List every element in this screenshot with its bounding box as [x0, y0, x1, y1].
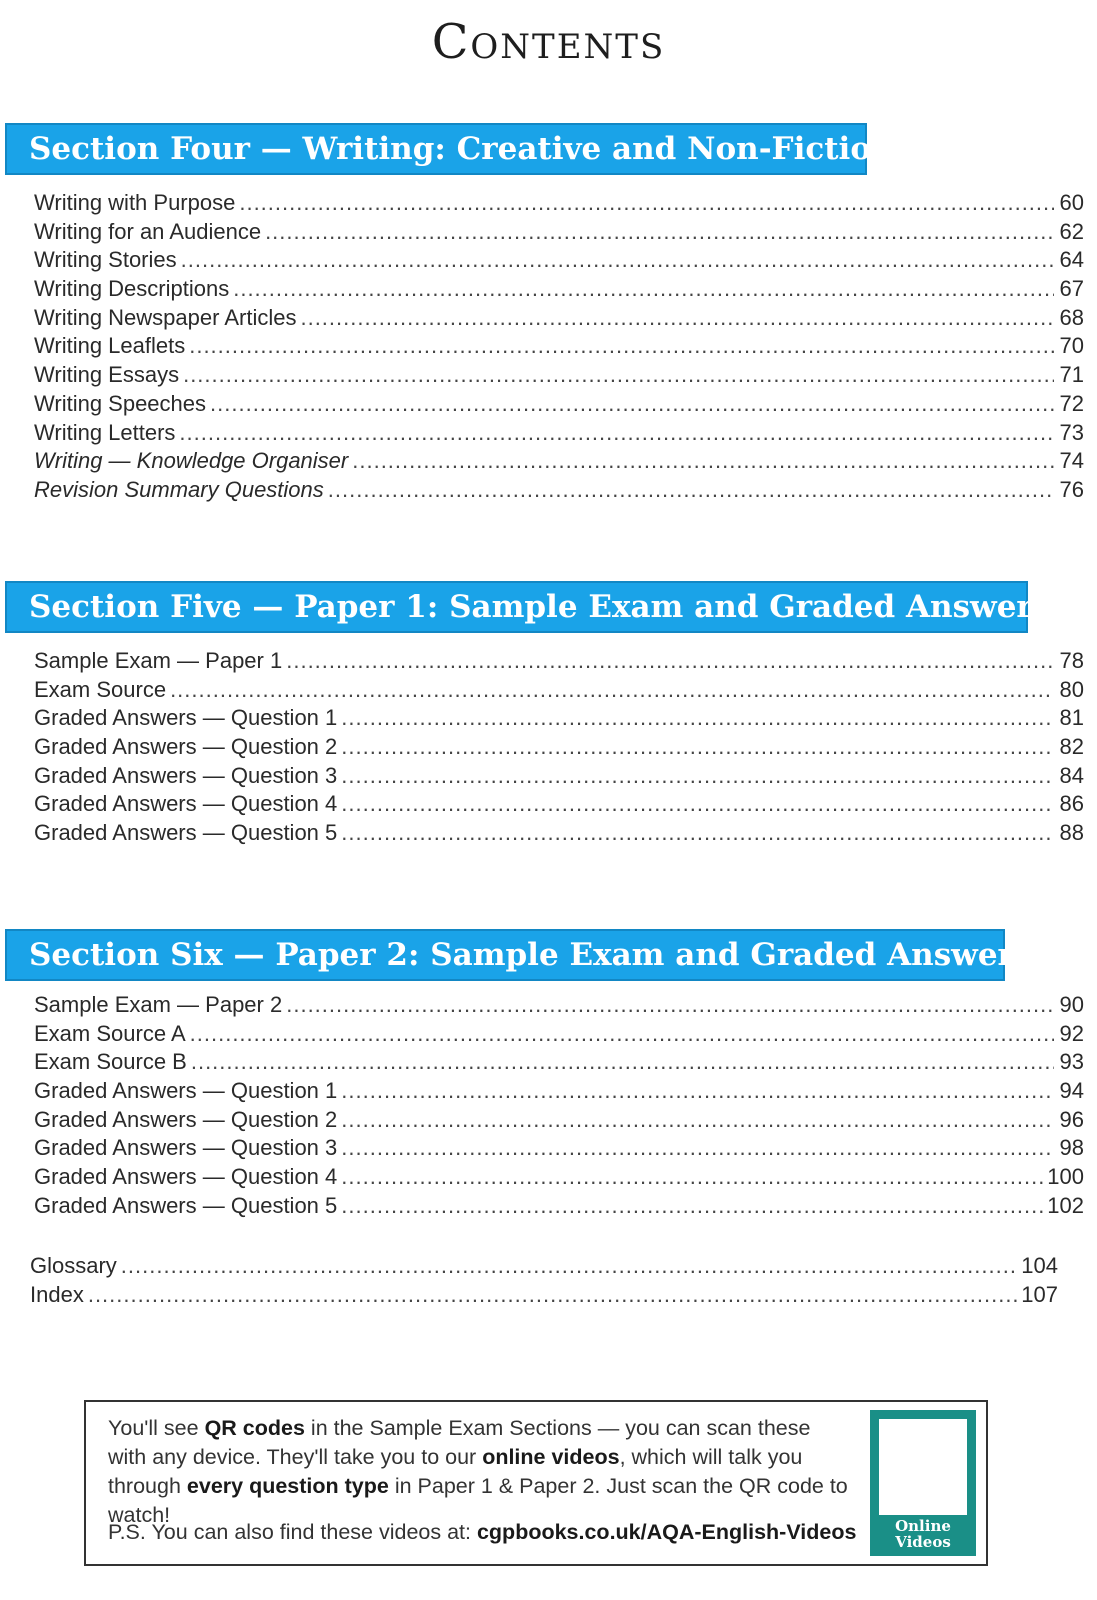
toc-title: Exam Source: [34, 676, 167, 702]
toc-leader: [179, 420, 1054, 446]
badge-label-line: Videos: [895, 1533, 951, 1551]
info-text-part: You'll see: [108, 1416, 205, 1440]
qr-codes-emphasis: QR codes: [204, 1416, 305, 1440]
toc-title: Revision Summary Questions: [34, 476, 324, 502]
toc-title: Sample Exam — Paper 2: [34, 992, 283, 1017]
toc-leader: [341, 1135, 1054, 1161]
toc-row[interactable]: [34, 992, 1084, 1021]
toc-page: 60: [1059, 190, 1084, 215]
page-title: Contents: [431, 14, 666, 70]
toc-title: Writing Descriptions: [34, 276, 230, 302]
toc-page: 80: [1059, 676, 1084, 702]
section-four-list: [34, 190, 1084, 506]
section-five-header: Section Five — Paper 1: Sample Exam and Graded Answers: [5, 581, 1028, 633]
toc-title: Graded Answers — Question 4: [34, 1164, 338, 1190]
toc-leader: [286, 992, 1054, 1018]
question-type-emphasis: every question type: [186, 1474, 389, 1498]
toc-row[interactable]: [34, 333, 1084, 362]
toc-page: 76: [1059, 476, 1084, 502]
toc-leader: [341, 1164, 1043, 1190]
toc-leader: [328, 477, 1054, 503]
toc-leader: [341, 734, 1054, 760]
toc-title: Graded Answers — Question 2: [34, 734, 338, 760]
toc-page: 104: [1021, 1253, 1058, 1278]
toc-page: 74: [1059, 448, 1084, 474]
toc-row[interactable]: [34, 391, 1084, 420]
toc-leader: [341, 1107, 1054, 1133]
toc-page: 68: [1059, 304, 1084, 330]
info-text-part: in the Sample Exam Sections — you can scan these with any device. They'll take you to our: [108, 1416, 811, 1469]
back-matter-list: [30, 1253, 1058, 1310]
toc-page: 98: [1059, 1135, 1084, 1161]
toc-leader: [265, 219, 1054, 245]
toc-page: 107: [1021, 1281, 1058, 1307]
toc-leader: [286, 648, 1054, 674]
toc-title: Graded Answers — Question 5: [34, 1192, 338, 1218]
toc-leader: [88, 1282, 1017, 1308]
toc-row[interactable]: [34, 477, 1084, 506]
toc-title: Sample Exam — Paper 1: [34, 648, 283, 673]
toc-title: Writing Speeches: [34, 390, 207, 416]
toc-title: Writing — Knowledge Organiser: [34, 448, 349, 474]
toc-leader: [210, 391, 1054, 417]
toc-page: 67: [1059, 276, 1084, 302]
toc-row[interactable]: [34, 734, 1084, 763]
toc-row[interactable]: [34, 1107, 1084, 1136]
toc-row[interactable]: [34, 1164, 1084, 1193]
video-screen-icon: [879, 1419, 967, 1515]
toc-page: 62: [1059, 218, 1084, 244]
toc-row[interactable]: [34, 1078, 1084, 1107]
toc-leader: [189, 333, 1054, 359]
toc-row[interactable]: [34, 1193, 1084, 1222]
toc-row[interactable]: [34, 305, 1084, 334]
badge-label-line: Online: [895, 1517, 951, 1535]
toc-page: 78: [1059, 648, 1084, 673]
toc-title: Writing Leaflets: [34, 333, 186, 359]
toc-row[interactable]: [34, 820, 1084, 849]
toc-row[interactable]: [34, 276, 1084, 305]
toc-leader: [341, 791, 1054, 817]
toc-row-glossary[interactable]: [30, 1253, 1058, 1282]
toc-title: Glossary: [30, 1253, 117, 1278]
toc-page: 88: [1059, 820, 1084, 846]
toc-leader: [190, 1021, 1054, 1047]
toc-leader: [183, 362, 1054, 388]
toc-title: Writing Stories: [34, 247, 177, 273]
info-ps: [108, 1520, 856, 1545]
toc-leader: [233, 276, 1054, 302]
toc-row[interactable]: [34, 420, 1084, 449]
toc-title: Index: [30, 1281, 84, 1307]
toc-row[interactable]: [34, 1049, 1084, 1078]
toc-leader: [341, 820, 1054, 846]
ps-text: P.S. You can also find these videos at:: [108, 1520, 477, 1544]
toc-page: 86: [1059, 791, 1084, 817]
online-videos-emphasis: online videos: [482, 1445, 620, 1469]
toc-page: 96: [1059, 1106, 1084, 1132]
toc-row-index[interactable]: [30, 1282, 1058, 1311]
toc-page: 102: [1047, 1192, 1084, 1218]
toc-title: Graded Answers — Question 1: [34, 705, 338, 731]
toc-leader: [341, 1193, 1043, 1219]
toc-row[interactable]: [34, 705, 1084, 734]
toc-title: Graded Answers — Question 4: [34, 791, 338, 817]
toc-leader: [170, 677, 1054, 703]
toc-leader: [341, 705, 1054, 731]
toc-leader: [239, 190, 1054, 216]
section-six-list: [34, 992, 1084, 1222]
info-text: [108, 1414, 848, 1530]
section-six-header: Section Six — Paper 2: Sample Exam and Graded Answers: [5, 929, 1005, 981]
toc-row[interactable]: [34, 190, 1084, 219]
toc-page: 64: [1059, 247, 1084, 273]
toc-row[interactable]: [34, 448, 1084, 477]
toc-row[interactable]: [34, 1021, 1084, 1050]
toc-title: Writing Letters: [34, 419, 176, 445]
toc-page: 94: [1059, 1078, 1084, 1104]
toc-page: 93: [1059, 1049, 1084, 1075]
badge-label: [870, 1518, 976, 1550]
toc-row[interactable]: [34, 1135, 1084, 1164]
section-five-list: [34, 648, 1084, 849]
toc-row[interactable]: [34, 247, 1084, 276]
toc-page: 70: [1059, 333, 1084, 359]
toc-page: 72: [1059, 390, 1084, 416]
toc-row[interactable]: [34, 791, 1084, 820]
info-text-part: in Paper 1 & Paper 2. Just scan the QR code to watch!: [108, 1474, 848, 1527]
toc-title: Exam Source B: [34, 1049, 187, 1075]
toc-title: Writing for an Audience: [34, 218, 262, 244]
toc-leader: [181, 247, 1054, 273]
toc-row[interactable]: [34, 648, 1084, 677]
toc-title: Graded Answers — Question 3: [34, 1135, 338, 1161]
toc-page: 71: [1059, 362, 1084, 388]
toc-title: Writing Essays: [34, 362, 180, 388]
toc-row[interactable]: [34, 362, 1084, 391]
toc-title: Exam Source A: [34, 1020, 186, 1046]
toc-leader: [121, 1253, 1017, 1279]
online-videos-info-box: [84, 1400, 988, 1566]
online-videos-badge: [870, 1410, 976, 1556]
toc-page: 73: [1059, 419, 1084, 445]
toc-page: 81: [1059, 705, 1084, 731]
toc-leader: [341, 763, 1054, 789]
toc-title: Writing with Purpose: [34, 190, 236, 215]
toc-leader: [352, 448, 1054, 474]
info-text-part: , which will talk you through: [108, 1445, 803, 1498]
toc-leader: [191, 1049, 1054, 1075]
toc-title: Graded Answers — Question 1: [34, 1078, 338, 1104]
toc-title: Writing Newspaper Articles: [34, 304, 297, 330]
toc-page: 90: [1059, 992, 1084, 1017]
toc-page: 92: [1059, 1020, 1084, 1046]
toc-row[interactable]: [34, 677, 1084, 706]
videos-url-link[interactable]: cgpbooks.co.uk/AQA-English-Videos: [476, 1520, 857, 1544]
toc-title: Graded Answers — Question 3: [34, 762, 338, 788]
toc-page: 82: [1059, 734, 1084, 760]
toc-leader: [341, 1078, 1054, 1104]
toc-row[interactable]: [34, 763, 1084, 792]
toc-page: 84: [1059, 762, 1084, 788]
toc-row[interactable]: [34, 219, 1084, 248]
section-four-header: Section Four — Writing: Creative and Non-Fiction: [5, 123, 867, 175]
toc-leader: [300, 305, 1054, 331]
toc-title: Graded Answers — Question 5: [34, 820, 338, 846]
toc-page: 100: [1047, 1164, 1084, 1190]
toc-title: Graded Answers — Question 2: [34, 1106, 338, 1132]
